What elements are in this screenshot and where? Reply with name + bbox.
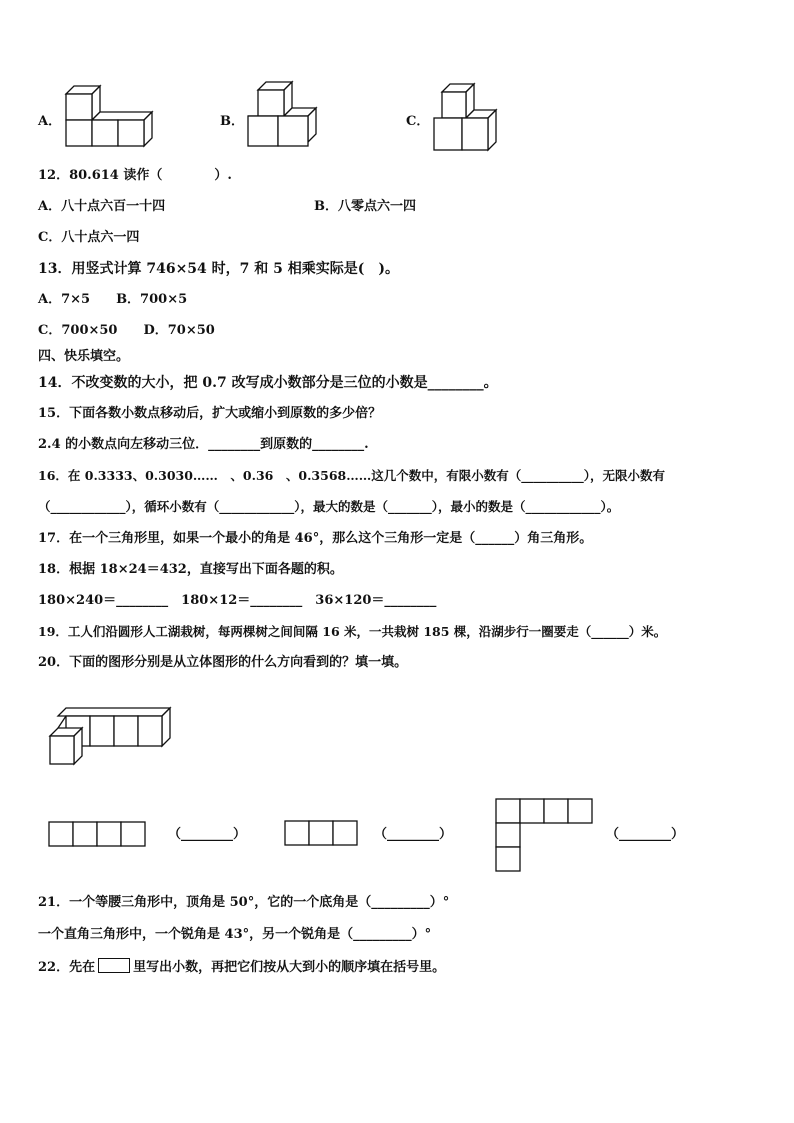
q11-option-b-figure <box>246 80 318 152</box>
q20-solid-figure <box>46 704 174 768</box>
q21-line2: 一个直角三角形中，一个锐角是 43°，另一个锐角是（_________）° <box>38 927 432 942</box>
q20-view-3-blank[interactable]: （________） <box>606 827 685 842</box>
q20-view-1-blank[interactable]: （________） <box>168 827 247 842</box>
q20-view-3-figure <box>494 797 596 875</box>
q22-suffix: 里写出小数，再把它们按从大到小的顺序填在括号里。 <box>133 960 446 975</box>
q22-line <box>38 958 445 976</box>
q11-option-b-label: B． <box>220 114 244 129</box>
q11-option-c-figure <box>430 82 498 152</box>
q13-options-cd: C．700×50 D．70×50 <box>38 323 215 338</box>
q20-view-2-figure <box>283 819 361 847</box>
q12-option-a: A．八十点六百一十四 <box>38 199 166 214</box>
q13-stem: 13．用竖式计算 746×54 时，7 和 5 相乘实际是( )。 <box>38 261 400 277</box>
q14-text: 14．不改变数的大小，把 0.7 改写成小数部分是三位的小数是________。 <box>38 375 498 391</box>
section-4-heading: 四、快乐填空。 <box>38 349 130 364</box>
q15-line2: 2.4 的小数点向左移动三位．________到原数的________. <box>38 437 369 452</box>
q12-stem: 12．80.614 读作（ ）. <box>38 168 232 183</box>
q11-option-c-label: C． <box>406 114 430 129</box>
q21-line1: 21．一个等腰三角形中，顶角是 50°，它的一个底角是（_________）° <box>38 895 450 910</box>
q20-view-1-figure <box>47 820 149 848</box>
q20-view-2-blank[interactable]: （________） <box>374 827 453 842</box>
q11-option-a-figure <box>60 84 154 150</box>
q19-text: 19．工人们沿圆形人工湖栽树，每两棵树之间间隔 16 米，一共栽树 185 棵，沿湖步行一圈要走（______）米。 <box>38 624 667 639</box>
q20-stem: 20．下面的图形分别是从立体图形的什么方向看到的？填一填。 <box>38 655 408 670</box>
q13-options-ab: A．7×5 B．700×5 <box>38 292 188 307</box>
q17-text: 17．在一个三角形里，如果一个最小的角是 46°，那么这个三角形一定是（______）角三角形。 <box>38 531 593 546</box>
q11-option-a-label: A． <box>38 114 62 129</box>
q15-stem: 15．下面各数小数点移动后，扩大或缩小到原数的多少倍？ <box>38 406 382 421</box>
q22-answer-box[interactable] <box>98 958 130 973</box>
q18-stem: 18．根据 18×24＝432，直接写出下面各题的积。 <box>38 562 343 577</box>
q16-line2: （____________），循环小数有（____________），最大的数是（_______），最小的数是（____________）。 <box>38 499 620 514</box>
q12-option-c: C．八十点六一四 <box>38 230 140 245</box>
q18-line2: 180×240＝________ 180×12＝________ 36×120＝________ <box>38 593 437 608</box>
q16-line1: 16．在 0.3333、0.3030…… 、0.36 、0.3568……这几个数中，有限小数有（__________），无限小数有 <box>38 468 665 483</box>
q22-prefix: 22．先在 <box>38 960 96 975</box>
q12-option-b: B．八零点六一四 <box>314 199 416 214</box>
